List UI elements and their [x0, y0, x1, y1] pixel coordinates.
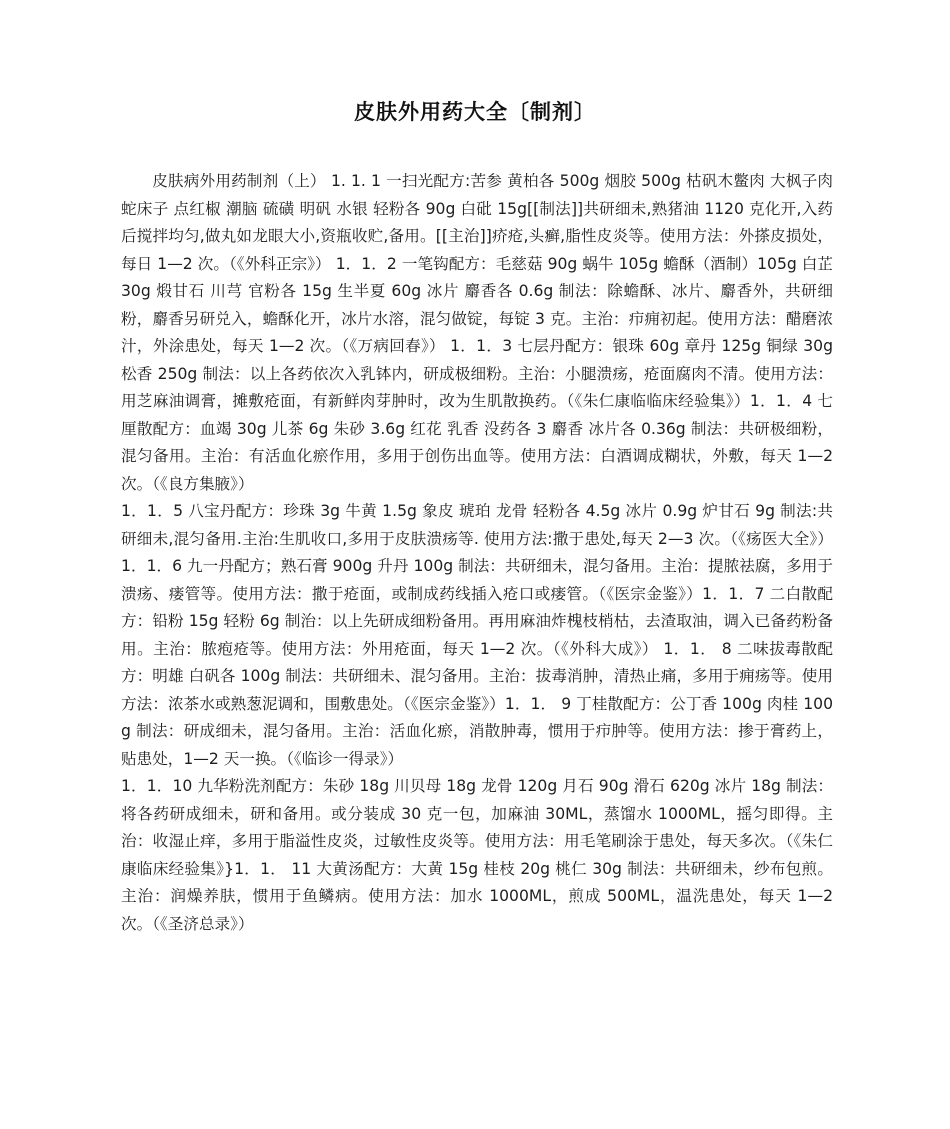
document-title: 皮肤外用药大全〔制剂〕: [354, 100, 596, 124]
document-body: [121, 168, 833, 938]
body-paragraph: 1．1．5 八宝丹配方：珍珠 3g 牛黄 1.5g 象皮 琥珀 龙骨 轻粉各 4.5g 冰片 0.9g 炉甘石 9g 制法:共研细未,混匀备用.主治:生肌收口,多用于皮肤溃疡等. 使用方法:撒于患处,每天 2—3 次。（《疡医大全》）1．1．6 九一丹配方；熟石膏 900g 升丹 100g 制法：共研细未，混匀备用。主治：提脓祛腐，多用于溃疡、瘘管等。使用方法：撒于疮面，或制成药线插入疮口或瘘管。（《医宗金鉴》）1．1．7 二白散配方：铅粉 15g 轻粉 6g 制治：以上先研成细粉备用。再用麻油炸槐枝梢枯，去渣取油，调入已备药粉备用。主治：脓疱疮等。使用方法：外用疮面，每天 1—2 次。（《外科大成》） 1．1． 8 二味拔毒散配方：明雄 白矾各 100g 制法：共研细未、混匀备用。主治：拔毒消肿，清热止痛，多用于痈疡等。使用方法：浓茶水或熟葱泥调和，围敷患处。（《医宗金鉴》）1．1． 9 丁桂散配方：公丁香 100g 肉桂 100g 制法：研成细未，混匀备用。主治：活血化瘀，消散肿毒，惯用于疖肿等。使用方法：掺于膏药上，贴患处，1—2 天一换。（《临诊一得录》）: [121, 502, 833, 768]
body-paragraph: 1．1．10 九华粉洗剂配方：朱砂 18g 川贝母 18g 龙骨 120g 月石 90g 滑石 620g 冰片 18g 制法：将各药研成细未，研和备用。或分装成 30 克一包，加麻油 30ML，蒸馏水 1000ML，摇匀即得。主治：收湿止痒，多用于脂溢性皮炎，过敏性皮炎等。使用方法：用毛笔刷涂于患处，每天多次。（《朱仁康临床经验集》}1．1． 11 大黄汤配方：大黄 15g 桂枝 20g 桃仁 30g 制法：共研细未，纱布包煎。主治：润燥养肤，惯用于鱼鳞病。使用方法：加水 1000ML，煎成 500ML，温洗患处，每天 1—2 次。（《圣济总录》）: [121, 777, 833, 933]
body-paragraph: 皮肤病外用药制剂（上） 1. 1. 1 一扫光配方:苦参 黄柏各 500g 烟胶 500g 枯矾木鳖肉 大枫子肉 蛇床子 点红椒 潮脑 硫磺 明矾 水银 轻粉各 90g 白砒 15g[[制法]]共研细未,熟猪油 1120 克化开,入药后搅拌均匀,做丸如龙眼大小,资瓶收贮,备用。[[主治]]疥疮,头癣,脂性皮炎等。使用方法：外搽皮损处，每日 1—2 次。（《外科正宗》） 1．1．2 一笔钩配方：毛慈菇 90g 蜗牛 105g 蟾酥（酒制）105g 白芷 30g 煅甘石 川芎 官粉各 15g 生半夏 60g 冰片 麝香各 0.6g 制法：除蟾酥、冰片、麝香外，共研细粉，麝香另研兑入，蟾酥化开，冰片水溶，混匀做锭，每锭 3 克。主治：疖痈初起。使用方法：醋磨浓汁，外涂患处，每天 1—2 次。（《万病回春》） 1．1．3 七层丹配方：银珠 60g 章丹 125g 铜绿 30g 松香 250g 制法：以上各药依次入乳钵内，研成极细粉。主治：小腿溃疡，疮面腐肉不清。使用方法：用芝麻油调膏，摊敷疮面，有新鲜肉芽肿时，改为生肌散换药。（《朱仁康临临床经验集》）1．1．4 七厘散配方：血竭 30g 儿茶 6g 朱砂 3.6g 红花 乳香 没药各 3 麝香 冰片各 0.36g 制法：共研极细粉，混匀备用。主治：有活血化瘀作用，多用于创伤出血等。使用方法：白酒调成糊状，外敷，每天 1—2 次。（《良方集腋》）: [121, 172, 833, 493]
